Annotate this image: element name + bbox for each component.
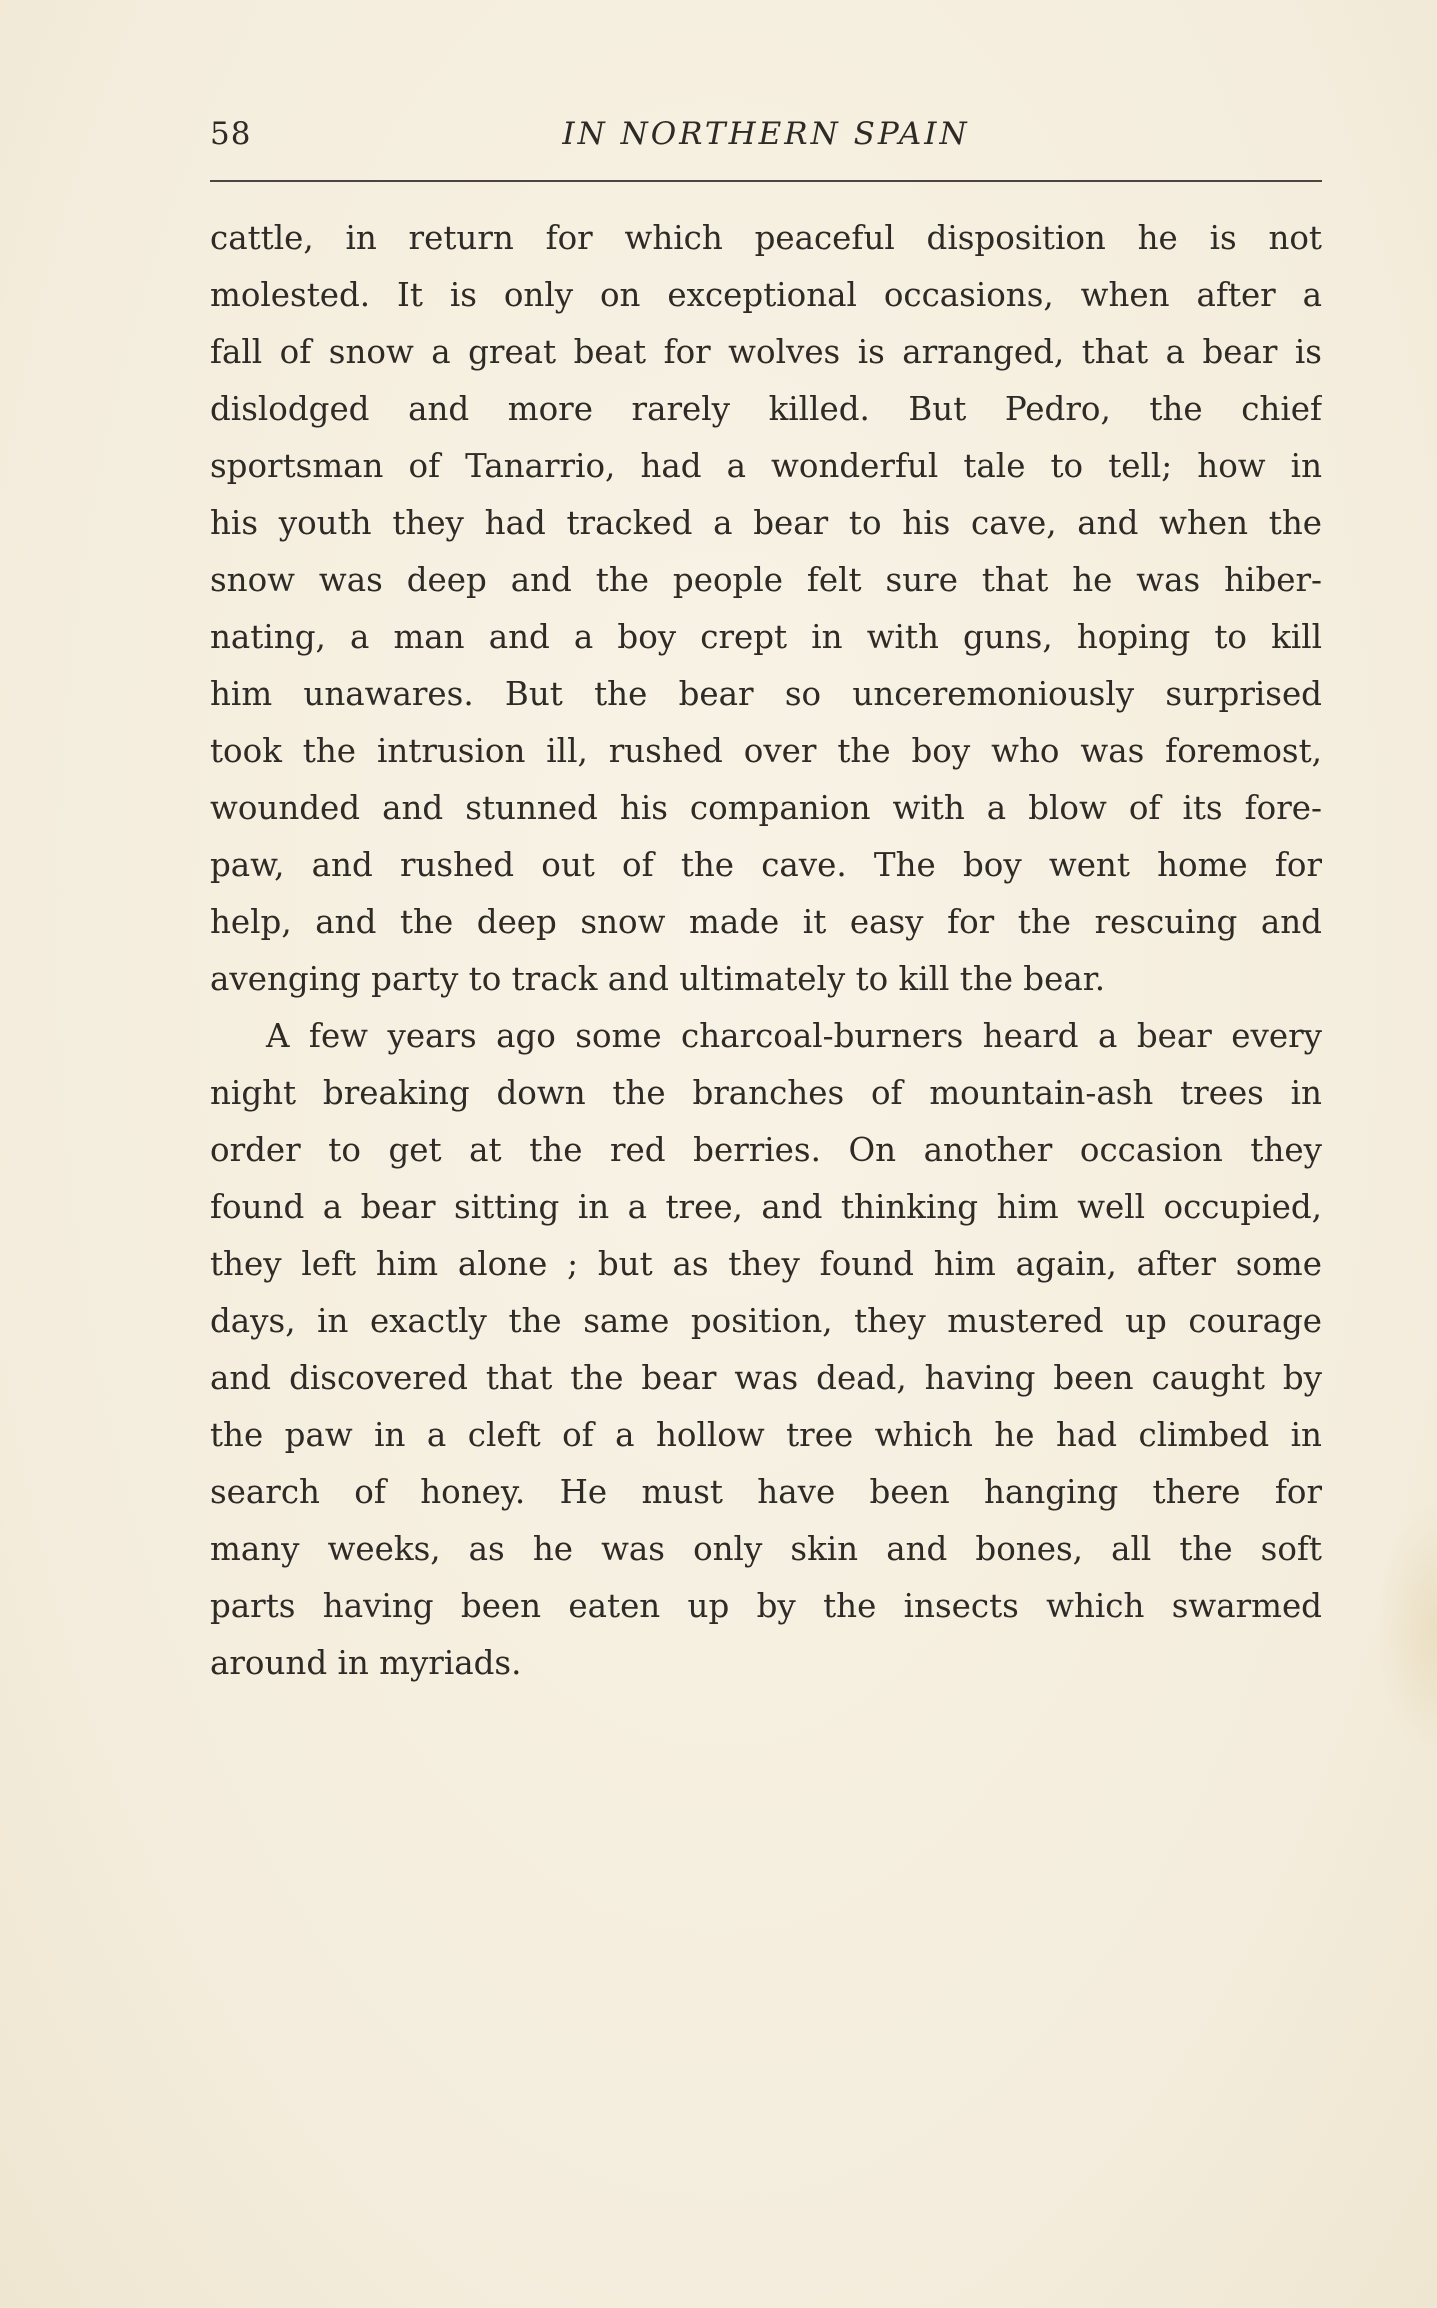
text-line: took the intrusion ill, rushed over the boy who was foremost, [210,732,1322,770]
text-line: paw, and rushed out of the cave. The boy went home for [210,846,1322,884]
text-line: wounded and stunned his companion with a blow of its fore- [210,789,1322,827]
paragraph-2 [210,1008,1322,1692]
text-line: they left him alone ; but as they found him again, after some [210,1245,1322,1283]
text-line: A few years ago some charcoal-burners heard a bear every [266,1017,1322,1055]
text-line: around in myriads. [210,1644,522,1682]
running-head [210,110,1322,160]
page-number: 58 [210,116,252,152]
text-line: sportsman of Tanarrio, had a wonderful tale to tell; how in [210,447,1322,485]
text-line: help, and the deep snow made it easy for the rescuing and [210,903,1322,941]
text-line: him unawares. But the bear so unceremoniously surprised [210,675,1322,713]
text-line: fall of snow a great beat for wolves is arranged, that a bear is [210,333,1322,371]
paragraph-1 [210,210,1322,1008]
header-rule [210,180,1322,182]
text-line: his youth they had tracked a bear to his cave, and when the [210,504,1322,542]
text-line: nating, a man and a boy crept in with guns, hoping to kill [210,618,1322,656]
text-line: found a bear sitting in a tree, and thinking him well occupied, [210,1188,1322,1226]
text-line: avenging party to track and ultimately to kill the bear. [210,960,1106,998]
body-text [210,210,1322,1692]
text-line: search of honey. He must have been hanging there for [210,1473,1322,1511]
running-title: IN NORTHERN SPAIN [562,116,970,152]
text-line: parts having been eaten up by the insects which swarmed [210,1587,1322,1625]
page-edge-stain [1377,1500,1437,1760]
text-line: dislodged and more rarely killed. But Pedro, the chief [210,390,1322,428]
text-line: the paw in a cleft of a hollow tree which he had climbed in [210,1416,1322,1454]
text-line: and discovered that the bear was dead, having been caught by [210,1359,1322,1397]
text-line: night breaking down the branches of mountain-ash trees in [210,1074,1322,1112]
text-line: days, in exactly the same position, they mustered up courage [210,1302,1322,1340]
text-line: cattle, in return for which peaceful disposition he is not [210,219,1322,257]
text-line: molested. It is only on exceptional occasions, when after a [210,276,1322,314]
text-line: order to get at the red berries. On another occasion they [210,1131,1322,1169]
text-line: snow was deep and the people felt sure that he was hiber- [210,561,1322,599]
text-line: many weeks, as he was only skin and bones, all the soft [210,1530,1322,1568]
